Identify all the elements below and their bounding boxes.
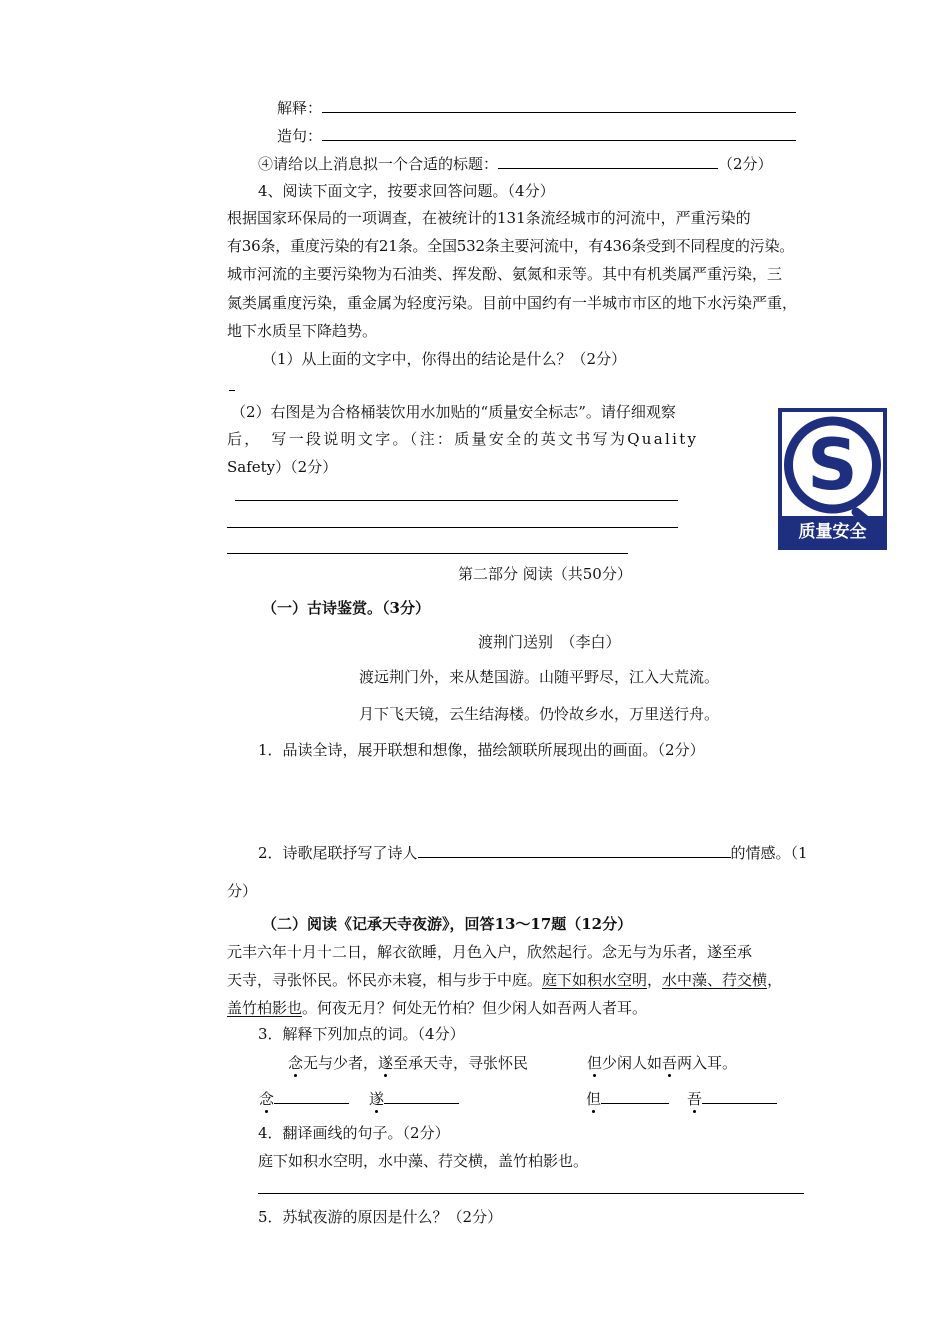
dotted-word-sui: 遂 xyxy=(378,1054,394,1072)
quality-safety-logo xyxy=(778,408,887,550)
question-4-answer-line[interactable] xyxy=(258,1193,804,1194)
sub-question-1-answer-mark[interactable] xyxy=(229,390,235,391)
jieshi-line: 解释： xyxy=(277,98,796,118)
word-sui-blank[interactable] xyxy=(384,1089,459,1104)
question-3: 3．解释下列加点的词。（4分） xyxy=(258,1025,465,1043)
underlined-sentence-2: 水中藻、荇交横 xyxy=(662,971,768,989)
answer-line-1[interactable] xyxy=(235,500,678,501)
section-4-heading: 4、阅读下面文字，按要求回答问题。（4分） xyxy=(258,182,555,200)
title-answer-blank[interactable] xyxy=(498,154,718,169)
poem-line-1: 渡远荆门外，来从楚国游。山随平野尽，江入大荒流。 xyxy=(359,668,720,686)
reading-line-1: 元丰六年十月十二日，解衣欲睡，月色入户，欣然起行。念无与为乐者，遂至承 xyxy=(227,943,753,961)
answer-line-3[interactable] xyxy=(227,553,628,554)
poem-line-2: 月下飞天镜，云生结海楼。仍怜故乡水，万里送行舟。 xyxy=(359,705,720,723)
reading-line-2: 天寺，寻张怀民。怀民亦未寝，相与步于中庭。庭下如积水空明，水中藻、荇交横， xyxy=(227,971,783,989)
jieshi-answer-blank[interactable] xyxy=(322,98,796,113)
question-2-answer-blank[interactable] xyxy=(418,843,731,858)
question-5: 5．苏轼夜游的原因是什么？（2分） xyxy=(258,1208,503,1226)
qs-letter: S xyxy=(807,424,858,506)
part-2-title: 第二部分 阅读（共50分） xyxy=(458,565,632,583)
answer-line-2[interactable] xyxy=(227,527,678,528)
zaoju-line: 造句： xyxy=(277,126,796,146)
word-dan-item: 但 xyxy=(586,1089,669,1109)
word-nian-blank[interactable] xyxy=(274,1089,349,1104)
word-sui-item: 遂 xyxy=(369,1089,459,1109)
dotted-word-nian: 念 xyxy=(288,1054,304,1072)
passage-line-4: 氮类属重度污染，重金属为轻度污染。目前中国约有一半城市市区的地下水污染严重， xyxy=(227,294,798,312)
word-wu-blank[interactable] xyxy=(702,1089,777,1104)
passage-line-1: 根据国家环保局的一项调查，在被统计的131条流经城市的河流中，严重污染的 xyxy=(227,209,751,227)
sub-question-1: （1）从上面的文字中，你得出的结论是什么？（2分） xyxy=(262,350,627,368)
question-2: 2．诗歌尾联抒写了诗人 的情感。（1 xyxy=(258,844,808,862)
question-4-sentence: 庭下如积水空明，水中藻、荇交横，盖竹柏影也。 xyxy=(258,1152,589,1170)
dotted-word-dan: 但 xyxy=(587,1054,603,1072)
question-4: 4．翻译画线的句子。（2分） xyxy=(258,1124,450,1142)
qs-caption: 质量安全 xyxy=(798,522,867,542)
sub-question-2-line-2: 后， 写一段说明文字。（注：质量安全的英文书写为Quality xyxy=(227,430,699,448)
question-3-sentence-2: 但少闲人如吾两入耳。 xyxy=(587,1054,738,1072)
passage-line-5: 地下水质呈下降趋势。 xyxy=(227,322,378,340)
dotted-word-wu: 吾 xyxy=(662,1054,678,1072)
question-2-continued: 分） xyxy=(227,882,258,900)
underlined-sentence-1: 庭下如积水空明 xyxy=(542,971,648,989)
poem-section-heading: （一）古诗鉴赏。（3分） xyxy=(262,599,430,617)
word-nian-item: 念 xyxy=(259,1089,349,1109)
sub-question-2-line-3: Safety）（2分） xyxy=(227,458,338,476)
word-dan-blank[interactable] xyxy=(601,1089,669,1104)
sub-question-2-line-1: （2）右图是为合格桶装饮用水加贴的“质量安全标志”。请仔细观察 xyxy=(231,403,676,421)
title-question: ④请给以上消息拟一个合适的标题： （2分） xyxy=(258,155,773,173)
reading-line-3: 盖竹柏影也。何夜无月？何处无竹柏？但少闲人如吾两人者耳。 xyxy=(227,999,648,1017)
question-1: 1．品读全诗，展开联想和想像，描绘颔联所展现出的画面。（2分） xyxy=(258,741,705,759)
word-wu-item: 吾 xyxy=(687,1089,777,1109)
passage-line-3: 城市河流的主要污染物为石油类、挥发酚、氨氮和汞等。其中有机类属严重污染，三 xyxy=(227,265,783,283)
underlined-sentence-3: 盖竹柏影也 xyxy=(227,999,303,1017)
poem-title: 渡荆门送别 （李白） xyxy=(478,633,621,651)
question-3-sentence-1: 念无与少者，遂至承天寺，寻张怀民 xyxy=(288,1054,529,1072)
zaoju-answer-blank[interactable] xyxy=(322,126,796,141)
passage-line-2: 有36条，重度污染的有21条。全国532条主要河流中，有436条受到不同程度的污染。 xyxy=(227,237,795,255)
reading-section-heading: （二）阅读《记承天寺夜游》，回答13～17题（12分） xyxy=(262,915,633,933)
